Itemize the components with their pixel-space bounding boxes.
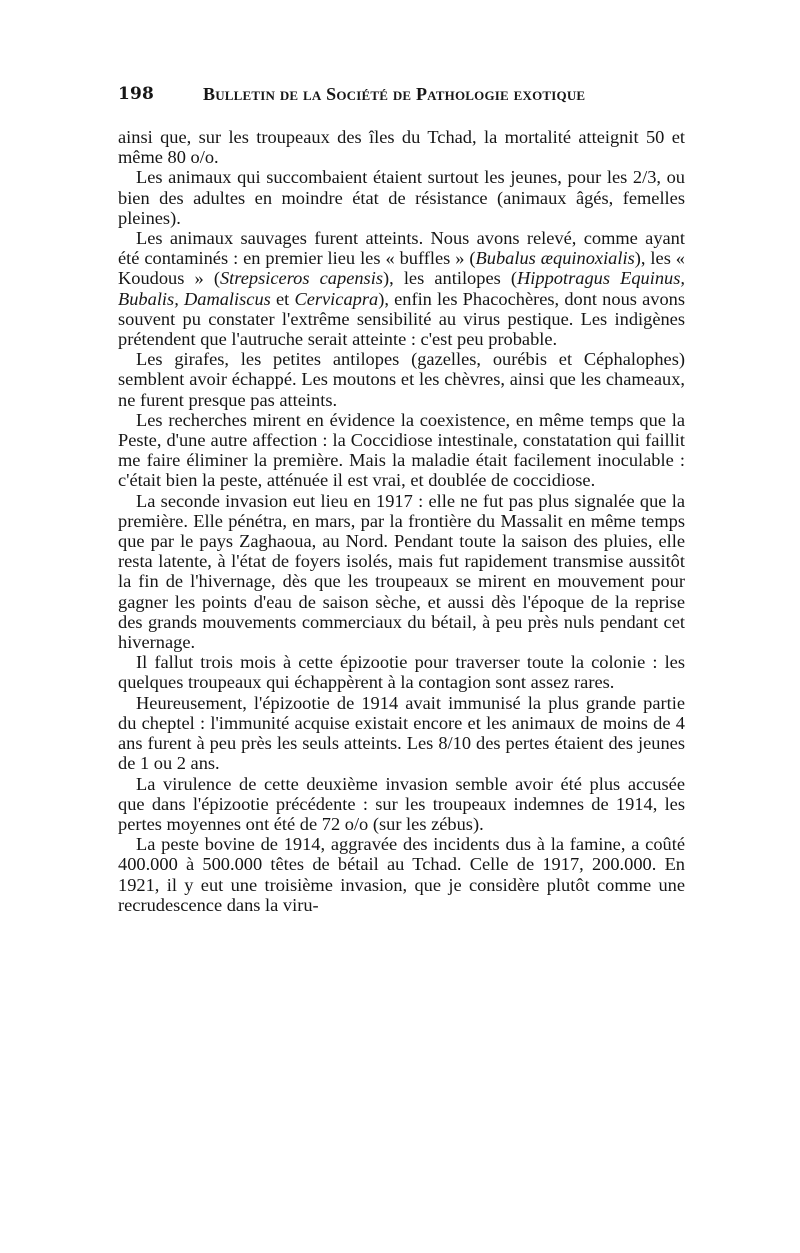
text-run: Il fallut trois mois à cette épizootie pour traverser toute la colonie : les quelques troupeaux qui échappèrent à la contagion sont assez rares. [118, 652, 685, 693]
italic-term: Hippotragus Equinus, Bubalis, Damaliscus [118, 268, 685, 309]
text-run: La peste bovine de 1914, aggravée des incidents dus à la famine, a coûté 400.000 à 500.000 têtes de bétail au Tchad. Celle de 1917, 200.000. En 1921, il y eut une troisième invasion, que je considère plutôt comme une recrudescence dans la viru- [118, 834, 685, 915]
paragraph [118, 349, 685, 410]
paragraph [118, 693, 685, 774]
text-run: La virulence de cette deuxième invasion semble avoir été plus accusée que dans l'épizootie précédente : sur les troupeaux indemnes de 1914, les pertes moyennes ont été de 72 o/o (sur les zébus). [118, 773, 685, 834]
paragraph [118, 127, 685, 167]
text-run: Les recherches mirent en évidence la coexistence, en même temps que la Peste, d'une autre affection : la Coccidiose intestinale, constatation qui faillit me faire éliminer la première. Mais la maladie était facilement inoculable : c'était bien la peste, atténuée il est vrai, et doublée de coccidiose. [118, 409, 685, 491]
text-run: ), les antilopes ( [382, 268, 518, 289]
paragraph [118, 167, 685, 228]
text-run: ), les « Koudous » ( [118, 248, 685, 289]
text-run: et [270, 288, 295, 309]
text-run: Heureusement, l'épizootie de 1914 avait immunisé la plus grande partie du cheptel : l'immunité acquise existait encore et les animaux de moins de 4 ans furent à peu près les seuls atteints. Les 8/10 des pertes étaient des jeunes de 1 ou 2 ans. [118, 692, 685, 774]
text-run: La seconde invasion eut lieu en 1917 : elle ne fut pas plus signalée que la première. Elle pénétra, en mars, par la frontière du Massalit en même temps que par le pays Zaghaoua, au Nord. Pendant toute la saison des pluies, elle resta latente, à l'état de foyers isolés, mais fut rapidement transmise aussitôt la fin de l'hivernage, dès que les troupeaux se mirent en mouvement pour gagner les points d'eau de saison sèche, et aussi dès l'époque de la reprise des grands mouvements commerciaux du bétail, à peu près nuls pendant cet hivernage. [118, 490, 685, 653]
page-number: 198 [118, 84, 155, 104]
text-run: Les animaux qui succombaient étaient surtout les jeunes, pour les 2/3, ou bien des adultes en moindre état de résistance (animaux âgés, femelles pleines). [118, 167, 685, 228]
italic-term: Bubalus æquinoxialis [475, 248, 635, 269]
running-title: Bulletin de la Société de Pathologie exotique [203, 84, 586, 104]
paragraph [118, 491, 685, 653]
paragraph [118, 228, 685, 349]
text-run: ainsi que, sur les troupeaux des îles du Tchad, la mortalité atteignit 50 et même 80 o/o. [118, 127, 685, 168]
text-run: Les girafes, les petites antilopes (gazelles, ourébis et Céphalophes) semblent avoir échappé. Les moutons et les chèvres, ainsi que les chameaux, ne furent presque pas atteints. [118, 349, 685, 410]
italic-term: Cervicapra [294, 288, 379, 309]
paragraph [118, 834, 685, 915]
text-run: ), enfin les Phacochères, dont nous avons souvent pu constater l'extrême sensibilité au virus pestique. Les indigènes prétendent que l'autruche serait atteinte : c'est peu probable. [118, 288, 686, 350]
text-run: Les animaux sauvages furent atteints. Nous avons relevé, comme ayant été contaminés : en premier lieu les « buffles » ( [118, 228, 685, 269]
paragraph [118, 410, 685, 491]
italic-term: Strepsiceros capensis [219, 268, 383, 289]
paragraph [118, 774, 685, 835]
paragraph [118, 652, 685, 692]
page-header [118, 84, 693, 110]
article-body [118, 127, 685, 915]
